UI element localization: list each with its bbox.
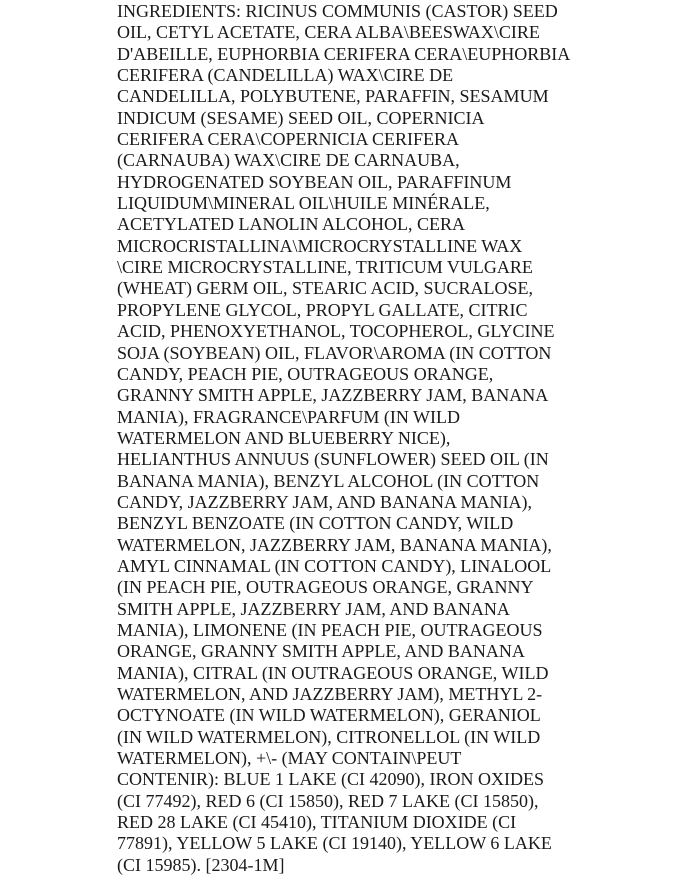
text-line: MICROCRISTALLINA\MICROCRYSTALLINE WAX — [117, 235, 523, 256]
text-line: 77891), YELLOW 5 LAKE (CI 19140), YELLOW 6 LAKE — [117, 833, 552, 854]
text-line: WATERMELON AND BLUEBERRY NICE), — [117, 427, 451, 448]
text-line: AMYL CINNAMAL (IN COTTON CANDY), LINALOOL — [117, 555, 552, 576]
text-line: CERIFERA (CANDELILLA) WAX\CIRE DE — [117, 65, 454, 86]
text-line: INDICUM (SESAME) SEED OIL, COPERNICIA — [117, 107, 485, 128]
text-line: SOJA (SOYBEAN) OIL, FLAVOR\AROMA (IN COTTON — [117, 342, 552, 363]
text-line: ORANGE, GRANNY SMITH APPLE, AND BANANA — [117, 641, 525, 662]
text-line: CANDELILLA, POLYBUTENE, PARAFFIN, SESAMUM — [117, 86, 549, 107]
text-line: GRANNY SMITH APPLE, JAZZBERRY JAM, BANANA — [117, 385, 549, 406]
text-line: HYDROGENATED SOYBEAN OIL, PARAFFINUM — [117, 171, 512, 192]
text-line: LIQUIDUM\MINERAL OIL\HUILE MINÉRALE, — [117, 193, 490, 214]
text-line: OIL, CETYL ACETATE, CERA ALBA\BEESWAX\CIRE — [117, 22, 540, 43]
text-line: ACID, PHENOXYETHANOL, TOCOPHEROL, GLYCINE — [117, 321, 555, 342]
text-line: MANIA), FRAGRANCE\PARFUM (IN WILD — [117, 406, 461, 427]
text-line: PROPYLENE GLYCOL, PROPYL GALLATE, CITRIC — [117, 299, 528, 320]
text-line: HELIANTHUS ANNUUS (SUNFLOWER) SEED OIL (IN — [117, 449, 549, 470]
text-line: BENZYL BENZOATE (IN COTTON CANDY, WILD — [117, 513, 514, 534]
text-line: (CI 15985). [2304-1M] — [117, 854, 285, 875]
text-line: OCTYNOATE (IN WILD WATERMELON), GERANIOL — [117, 705, 541, 726]
text-line: SMITH APPLE, JAZZBERRY JAM, AND BANANA — [117, 598, 510, 619]
text-line: (IN WILD WATERMELON), CITRONELLOL (IN WILD — [117, 726, 541, 747]
text-line: (CI 77492), RED 6 (CI 15850), RED 7 LAKE (CI 15850), — [117, 790, 539, 811]
text-line: CANDY, JAZZBERRY JAM, AND BANANA MANIA), — [117, 491, 533, 512]
text-line: WATERMELON, JAZZBERRY JAM, BANANA MANIA), — [117, 534, 552, 555]
text-line: (CARNAUBA) WAX\CIRE DE CARNAUBA, — [117, 150, 460, 171]
text-line: CONTENIR): BLUE 1 LAKE (CI 42090), IRON OXIDES — [117, 769, 544, 790]
text-line: (IN PEACH PIE, OUTRAGEOUS ORANGE, GRANNY — [117, 577, 534, 598]
text-line: D'ABEILLE, EUPHORBIA CERIFERA CERA\EUPHORBIA — [117, 43, 571, 64]
ingredients-paragraph — [117, 1, 585, 876]
text-line: WATERMELON, AND JAZZBERRY JAM), METHYL 2- — [117, 684, 543, 704]
text-line: MANIA), LIMONENE (IN PEACH PIE, OUTRAGEOUS — [117, 619, 543, 640]
text-line: CERIFERA CERA\COPERNICIA CERIFERA — [117, 129, 460, 150]
text-line: INGREDIENTS: RICINUS COMMUNIS (CASTOR) SEED — [117, 1, 558, 21]
text-line: WATERMELON), +\- (MAY CONTAIN\PEUT — [117, 748, 462, 769]
text-line: MANIA), CITRAL (IN OUTRAGEOUS ORANGE, WILD — [117, 662, 549, 683]
text-line: CANDY, PEACH PIE, OUTRAGEOUS ORANGE, — [117, 363, 494, 384]
text-line: RED 28 LAKE (CI 45410), TITANIUM DIOXIDE (CI — [117, 812, 517, 833]
text-line: (WHEAT) GERM OIL, STEARIC ACID, SUCRALOSE, — [117, 278, 533, 299]
text-line: \CIRE MICROCRYSTALLINE, TRITICUM VULGARE — [117, 257, 533, 278]
text-line: BANANA MANIA), BENZYL ALCOHOL (IN COTTON — [117, 470, 540, 491]
text-line: ACETYLATED LANOLIN ALCOHOL, CERA — [117, 214, 465, 235]
